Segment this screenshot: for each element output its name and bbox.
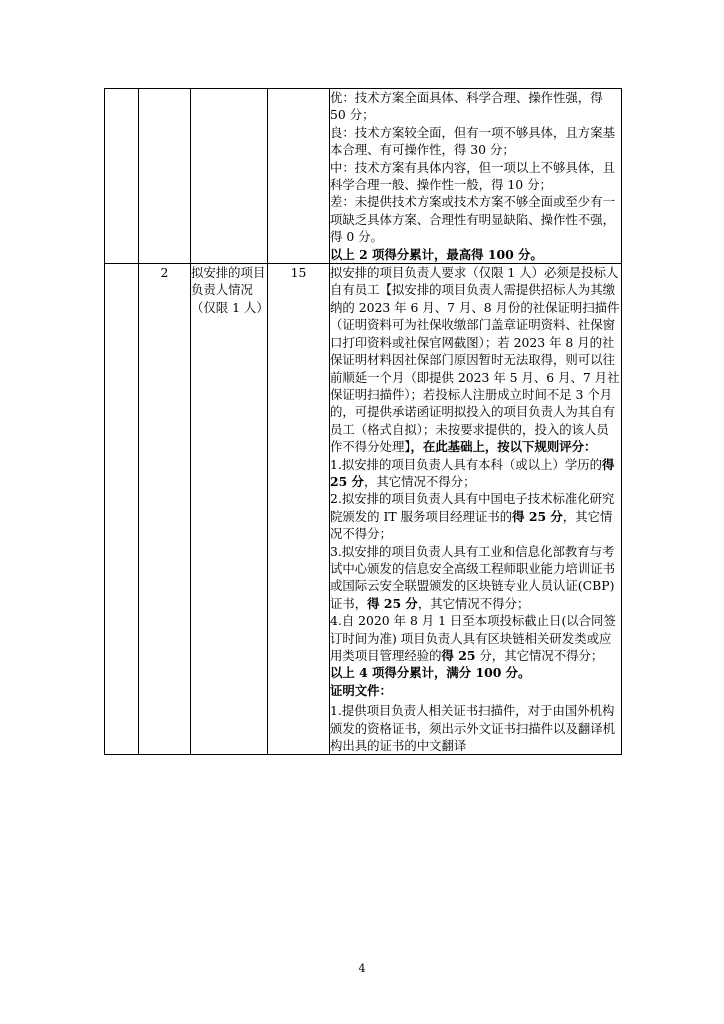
item-name: 拟安排的项目负责人情况（仅限 1 人） — [191, 264, 268, 755]
rules-summary: 以上 4 项得分累计，满分 100 分。 — [330, 665, 531, 681]
rule-text: 分，其它情况不得分； — [475, 648, 604, 663]
rule-3 — [330, 543, 621, 613]
criteria-cell — [330, 264, 622, 755]
criteria-excellent: 优：技术方案全面具体、科学合理、操作性强，得 50 分； — [330, 90, 603, 123]
category-cell — [105, 89, 139, 264]
requirement-lead: 拟安排的项目负责人要求（仅限 1 人）必须是投标人自有员工 — [330, 265, 619, 298]
rule-score: 得 25 分 — [512, 508, 563, 524]
criteria-summary: 以上 2 项得分累计，最高得 100 分。 — [330, 246, 543, 262]
category-cell — [105, 264, 139, 755]
rule-score: 得 25 分 — [367, 595, 418, 611]
rule-text: ，其它情况不得分； — [330, 508, 613, 542]
criteria-cell — [330, 89, 622, 264]
rule-text: ，其它情况不得分； — [417, 595, 530, 611]
rule-score: 得 25 分 — [330, 456, 615, 489]
rule-4 — [330, 612, 621, 664]
rule-2 — [330, 490, 621, 542]
rule-text: 3.拟安排的项目负责人具有工业和信息化部教育与考试中心颁发的信息安全高级工程师职业能力培训证书或国际云安全联盟颁发的区块链专业人员认证(CBP)证书， — [330, 543, 615, 611]
item-name-cell — [191, 89, 268, 264]
requirement-tail: ，在此基础上，按以下规则评分： — [410, 439, 597, 455]
requirement-text — [330, 264, 621, 455]
criteria-fair: 中：技术方案有具体内容，但一项以上不够具体，且科学合理一般、操作性一般，得 10 分； — [330, 159, 615, 193]
page-number: 4 — [358, 962, 366, 975]
rule-text: 4.自 2020 年 8 月 1 日至本项投标截止日(以合同签订时间为准) 项目负责人具有区块链相关研发类或应用类项目管理经验的 — [330, 613, 616, 663]
rule-score: 得 25 — [441, 648, 476, 663]
weight-cell — [268, 89, 330, 264]
rule-text: 1.拟安排的项目负责人具有本科（或以上）学历的 — [330, 456, 603, 472]
rule-1 — [330, 456, 621, 491]
rule-text: ，其它情况不得分； — [363, 473, 476, 489]
table-row — [105, 264, 622, 755]
proof-title: 证明文件： — [330, 682, 392, 698]
requirement-bracket: 【拟安排的项目负责人需提供招标人为其缴纳的 2023 年 6 月、7 月、8 月份的社保证明扫描件（证明资料可为社保收缴部门盖章证明资料、社保窗口打印资料或社保官网截图）；若 2023 年 8 月的社保证明材料因社保部门原因暂时无法取得，则可以往前顺延一个月（即提供 2023 年 5 月、6 月、7 月社保证明扫描件）；若投标人注册成立时间不足 3 个月的，可提供承诺函证明拟投入的项目负责人为其自有员工（格式自拟）；未按要求提供的，投入的该人员作不得分处理】 — [330, 282, 620, 455]
proof-text: 1.提供项目负责人相关证书扫描件，对于由国外机构颁发的资格证书，须出示外文证书扫描件以及翻译机构出具的证书的中文翻译 — [330, 703, 615, 754]
index-cell — [139, 89, 191, 264]
rule-text: 2.拟安排的项目负责人具有中国电子技术标准化研究院颁发的 IT 服务项目经理证书的 — [330, 491, 615, 524]
criteria-poor: 差：未提供技术方案或技术方案不够全面或至少有一项缺乏具体方案、合理性有明显缺陷、操作性不强，得 0 分。 — [330, 194, 615, 245]
table-row — [105, 89, 622, 264]
criteria-good: 良：技术方案较全面，但有一项不够具体，且方案基本合理、有可操作性，得 30 分； — [330, 124, 615, 158]
scoring-table — [104, 88, 622, 755]
item-index: 2 — [139, 264, 191, 755]
item-weight: 15 — [268, 264, 330, 755]
